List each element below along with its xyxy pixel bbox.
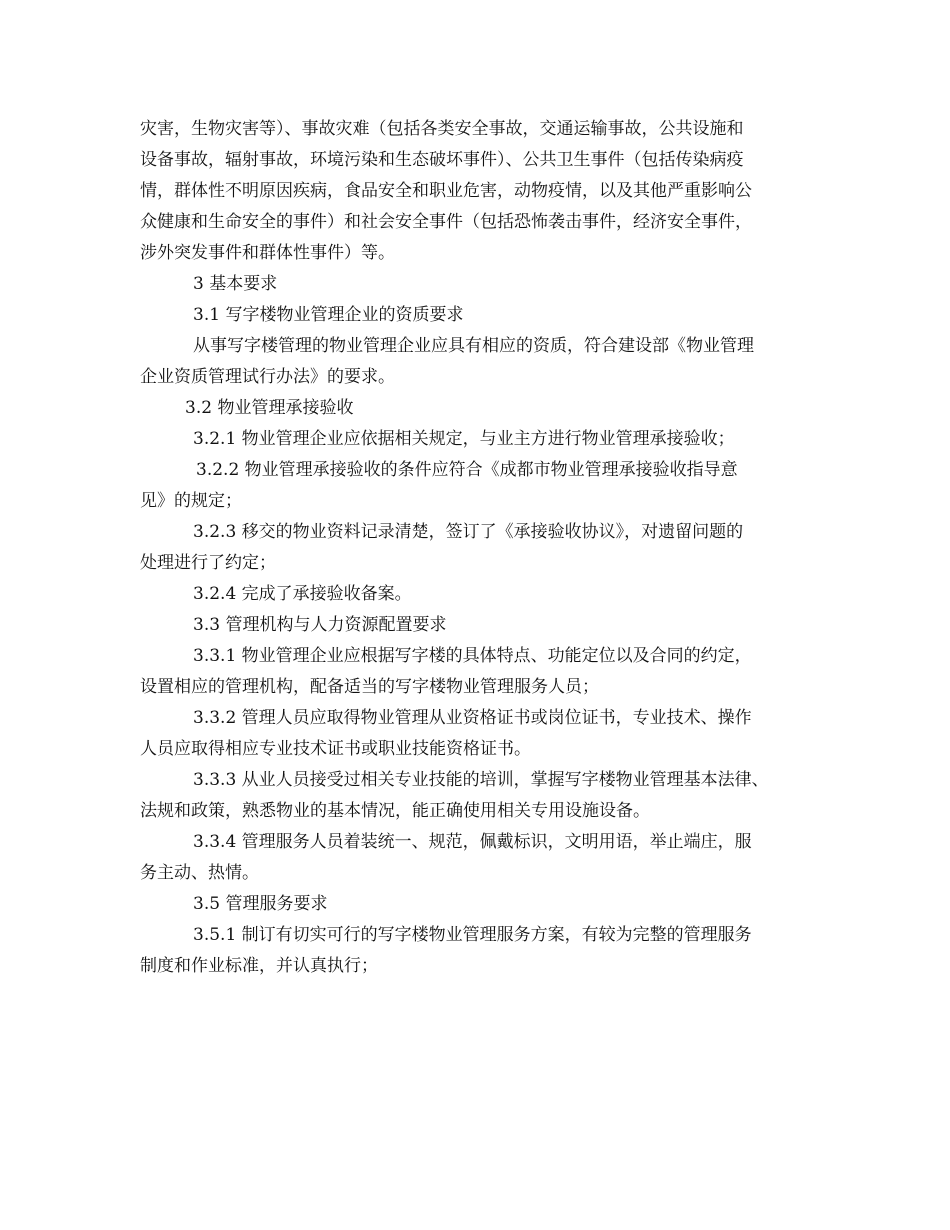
section-heading-3-1: 3.1 写字楼物业管理企业的资质要求 — [193, 305, 464, 325]
body-line: 涉外突发事件和群体性事件）等。 — [140, 243, 395, 263]
clause-3-3-4: 3.3.4 管理服务人员着装统一、规范，佩戴标识，文明用语，举止端庄，服 — [193, 832, 752, 852]
section-heading-3-2: 3.2 物业管理承接验收 — [185, 398, 354, 418]
body-line: 众健康和生命安全的事件）和社会安全事件（包括恐怖袭击事件，经济安全事件， — [140, 212, 752, 232]
body-line: 法规和政策，熟悉物业的基本情况，能正确使用相关专用设施设备。 — [140, 801, 650, 821]
clause-3-2-2: 3.2.2 物业管理承接验收的条件应符合《成都市物业管理承接验收指导意 — [196, 460, 738, 480]
clause-3-2-3: 3.2.3 移交的物业资料记录清楚，签订了《承接验收协议》，对遗留问题的 — [193, 522, 744, 542]
clause-3-5-1: 3.5.1 制订有切实可行的写字楼物业管理服务方案，有较为完整的管理服务 — [193, 925, 752, 945]
clause-3-2-4: 3.2.4 完成了承接验收备案。 — [193, 584, 412, 604]
body-line: 务主动、热情。 — [140, 863, 259, 883]
body-line: 企业资质管理试行办法》的要求。 — [140, 367, 395, 387]
clause-3-3-3: 3.3.3 从业人员接受过相关专业技能的培训，掌握写字楼物业管理基本法律、 — [193, 770, 769, 790]
body-line: 情，群体性不明原因疾病，食品安全和职业危害，动物疫情，以及其他严重影响公 — [140, 181, 752, 201]
body-line: 设置相应的管理机构，配备适当的写字楼物业管理服务人员； — [140, 677, 599, 697]
body-line: 处理进行了约定； — [140, 553, 276, 573]
clause-3-3-1: 3.3.1 物业管理企业应根据写字楼的具体特点、功能定位以及合同的约定， — [193, 646, 752, 666]
clause-3-2-1: 3.2.1 物业管理企业应依据相关规定，与业主方进行物业管理承接验收； — [193, 429, 735, 449]
body-line: 制度和作业标准，并认真执行； — [140, 956, 378, 976]
section-heading-3-5: 3.5 管理服务要求 — [193, 894, 328, 914]
body-line: 见》的规定； — [140, 491, 242, 511]
section-heading-3-3: 3.3 管理机构与人力资源配置要求 — [193, 615, 447, 635]
body-line: 设备事故，辐射事故，环境污染和生态破坏事件）、公共卫生事件（包括传染病疫 — [140, 150, 744, 170]
body-line: 从事写字楼管理的物业管理企业应具有相应的资质，符合建设部《物业管理 — [193, 336, 754, 356]
body-line: 灾害，生物灾害等）、事故灾难（包括各类安全事故，交通运输事故，公共设施和 — [140, 119, 744, 139]
clause-3-3-2: 3.3.2 管理人员应取得物业管理从业资格证书或岗位证书，专业技术、操作 — [193, 708, 752, 728]
body-line: 人员应取得相应专业技术证书或职业技能资格证书。 — [140, 739, 531, 759]
section-heading-3: 3 基本要求 — [193, 274, 278, 294]
